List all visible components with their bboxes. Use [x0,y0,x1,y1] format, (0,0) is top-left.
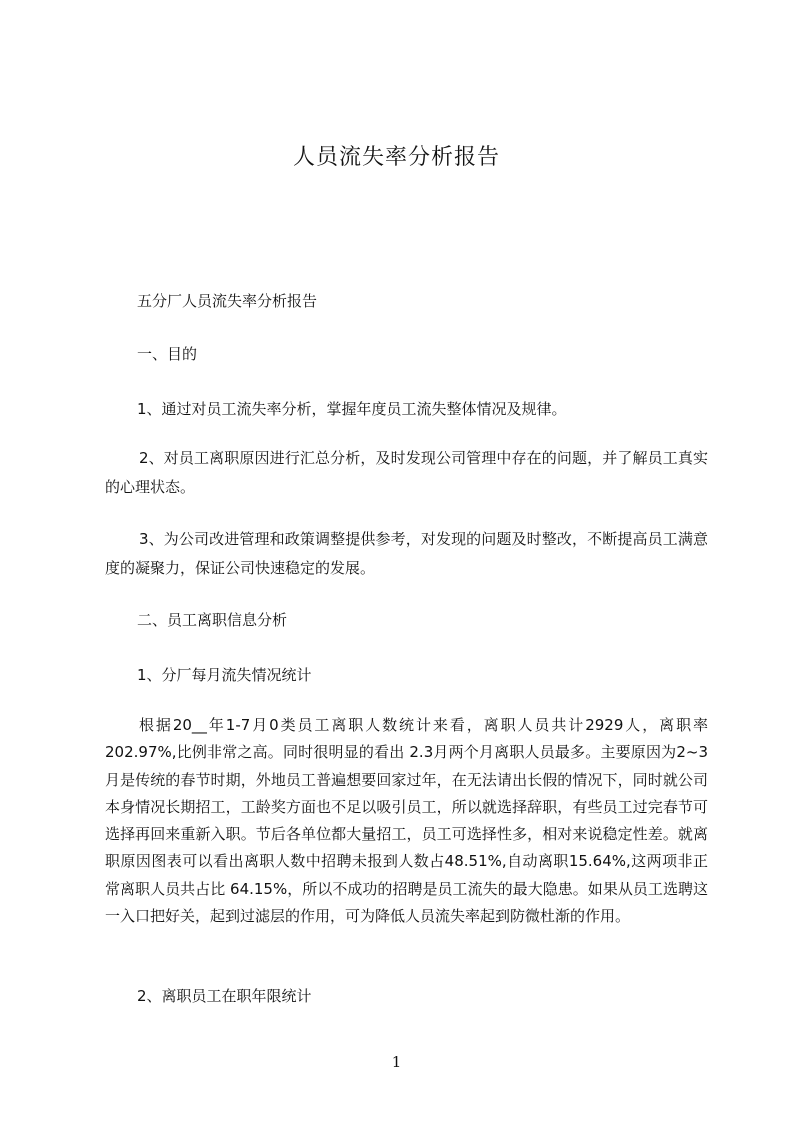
page-number: 1 [391,1053,402,1071]
subsection-heading-monthly: 1、分厂每月流失情况统计 [137,666,312,684]
monthly-analysis-paragraph: 根据20__年1-7月0类员工离职人数统计来看，离职人员共计2929人，离职率202.97%,比例非常之高。同时很明显的看出 2.3月两个月离职人员最多。主要原因为2~3月是传统的春节时期，外地员工普遍想要回家过年，在无法请出长假的情况下，同时就公司本身情况长期招工，工龄奖方面也不足以吸引员工，所以就选择辞职，有些员工过完春节可选择再回来重新入职。节后各单位都大量招工，员工可选择性多，相对来说稳定性差。就离职原因图表可以看出离职人数中招聘未报到人数占48.51%,自动离职15.64%,这两项非正常离职人员共占比 64.15%，所以不成功的招聘是员工流失的最大隐患。如果从员工选聘这一入口把好关，起到过滤层的作用，可为降低人员流失率起到防微杜渐的作用。 [105,716,708,926]
purpose-item-2: 2、对员工离职原因进行汇总分析，及时发现公司管理中存在的问题，并了解员工真实的心理状态。 [105,449,708,496]
section-heading-purpose: 一、目的 [137,345,198,363]
section-heading-analysis: 二、员工离职信息分析 [137,611,288,629]
report-subtitle: 五分厂人员流失率分析报告 [137,292,318,310]
document-title: 人员流失率分析报告 [292,145,500,170]
purpose-item-3: 3、为公司改进管理和政策调整提供参考，对发现的问题及时整改，不断提高员工满意度的凝聚力，保证公司快速稳定的发展。 [105,530,708,577]
purpose-item-1: 1、通过对员工流失率分析，掌握年度员工流失整体情况及规律。 [137,400,567,418]
subsection-heading-tenure: 2、离职员工在职年限统计 [137,987,312,1005]
